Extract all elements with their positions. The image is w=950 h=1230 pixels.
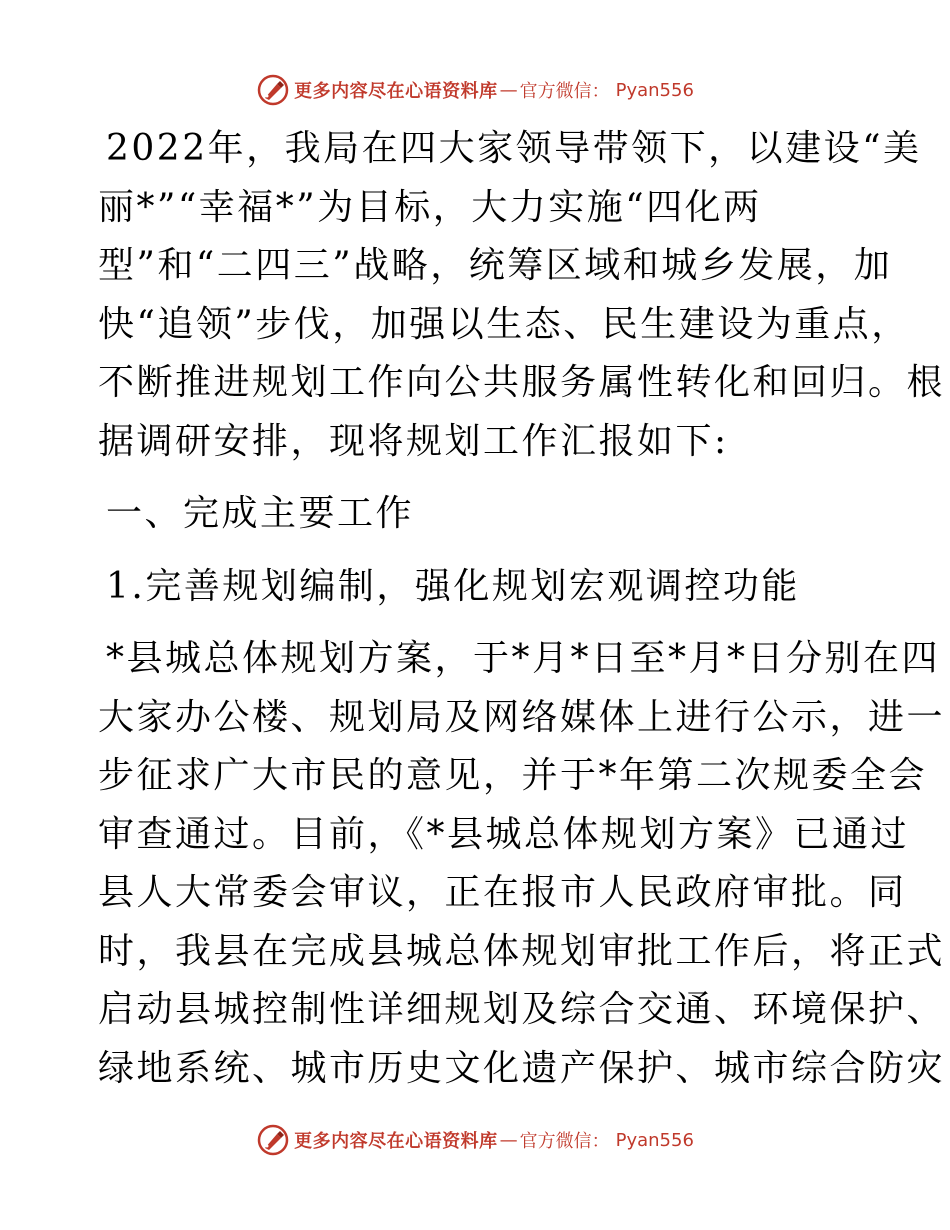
subsection-heading: 1.完善规划编制，强化规划宏观调控功能 bbox=[106, 565, 800, 607]
pen-nib-logo-icon bbox=[256, 73, 290, 107]
body-line: 启动县城控制性详细规划及综合交通、环境保护、 bbox=[98, 989, 946, 1030]
watermark-main-text: 更多内容尽在心语资料库 bbox=[294, 1131, 498, 1152]
watermark-account-label: 官方微信： bbox=[519, 81, 610, 102]
watermark-main-text: 更多内容尽在心语资料库 bbox=[294, 81, 498, 102]
intro-line: 2022年，我局在四大家领导带领下，以建设“美 bbox=[106, 128, 922, 169]
body-line: 时，我县在完成县城总体规划审批工作后，将正式 bbox=[98, 930, 946, 972]
watermark-header bbox=[0, 70, 950, 110]
pen-nib-logo-icon bbox=[256, 1123, 290, 1157]
body-line: 大家办公楼、规划局及网络媒体上进行公示，进一 bbox=[98, 696, 946, 738]
intro-line: 不断推进规划工作向公共服务属性转化和回归。根 bbox=[98, 362, 946, 403]
watermark-separator: — bbox=[499, 1129, 518, 1151]
section-heading: 一、完成主要工作 bbox=[106, 493, 415, 534]
watermark-account-id: Pyan556 bbox=[615, 1129, 694, 1151]
watermark-footer bbox=[0, 1120, 950, 1160]
intro-line: 型”和“二四三”战略，统筹区域和城乡发展，加 bbox=[98, 245, 893, 286]
watermark-account-label: 官方微信： bbox=[519, 1131, 610, 1152]
body-line: 县人大常委会审议，正在报市人民政府审批。同 bbox=[98, 872, 907, 913]
body-paragraph bbox=[98, 630, 946, 1098]
document-body bbox=[98, 120, 946, 1098]
watermark-separator: — bbox=[499, 79, 518, 101]
body-line: 审查通过。目前，《*县城总体规划方案》已通过 bbox=[98, 813, 910, 855]
watermark-account-id: Pyan556 bbox=[615, 79, 694, 101]
intro-line: 快“追领”步伐，加强以生态、民生建设为重点， bbox=[98, 303, 910, 345]
body-line: 绿地系统、城市历史文化遗产保护、城市综合防灾 bbox=[98, 1047, 946, 1089]
body-line: *县城总体规划方案，于*月*日至*月*日分别在四 bbox=[106, 638, 941, 679]
intro-paragraph bbox=[98, 120, 946, 471]
body-line: 步征求广大市民的意见，并于*年第二次规委全会 bbox=[98, 755, 928, 796]
intro-line: 据调研安排，现将规划工作汇报如下: bbox=[98, 420, 729, 462]
intro-line: 丽*”“幸福*”为目标，大力实施“四化两 bbox=[98, 186, 762, 228]
